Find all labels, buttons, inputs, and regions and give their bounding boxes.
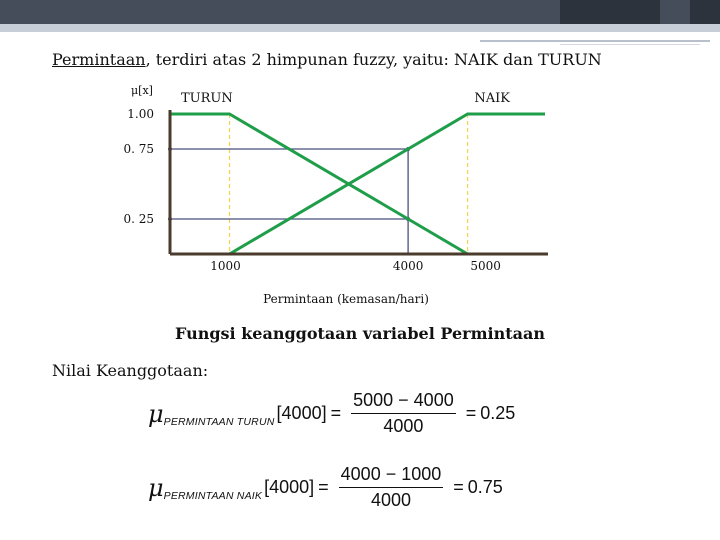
x-tick-label: 1000 (210, 259, 241, 273)
formula-equals: = (318, 477, 329, 497)
formula-numerator: 4000 − 1000 (339, 464, 444, 488)
formula-mu: μ (148, 399, 164, 428)
membership-values-label: Nilai Keanggotaan: (52, 361, 209, 380)
formula-denominator: 4000 (383, 416, 424, 436)
formula-fraction (339, 464, 444, 511)
formula-result: 0.25 (480, 403, 516, 423)
chart-caption: Fungsi keanggotaan variabel Permintaan (175, 324, 545, 343)
formula-naik (148, 464, 503, 511)
series-line-turun (170, 114, 468, 254)
y-tick-label: 1.00 (127, 107, 154, 121)
formula-result: 0.75 (467, 477, 503, 497)
x-tick-label: 5000 (470, 259, 501, 273)
x-axis-label: Permintaan (kemasan/hari) (263, 292, 429, 306)
x-tick-label: 4000 (392, 259, 424, 273)
formula-subscript: PERMINTAAN TURUN (163, 415, 275, 428)
formula-equals: = (465, 403, 477, 423)
formula-numerator: 5000 − 4000 (351, 390, 456, 414)
y-tick-label: 0. 75 (123, 142, 154, 156)
series-label-turun: TURUN (181, 91, 233, 106)
series-label-naik: NAIK (474, 91, 510, 106)
formula-denominator: 4000 (370, 490, 411, 510)
series-line-naik (230, 114, 545, 254)
formula-mu: μ (148, 473, 164, 502)
formula-equals: = (330, 403, 342, 423)
formula-fraction (351, 390, 456, 437)
formula-equals: = (453, 477, 464, 497)
y-axis-label: μ[x] (131, 84, 153, 97)
heading-term: Permintaan (52, 50, 146, 69)
formula-turun (148, 390, 515, 437)
heading-text: , terdiri atas 2 himpunan fuzzy, yaitu: NAIK dan TURUN (145, 50, 602, 69)
formula-argument: [4000] (264, 477, 315, 497)
formula-argument: [4000] (276, 403, 327, 423)
formula-subscript: PERMINTAAN NAIK (163, 489, 263, 502)
y-tick-label: 0. 25 (123, 212, 154, 226)
